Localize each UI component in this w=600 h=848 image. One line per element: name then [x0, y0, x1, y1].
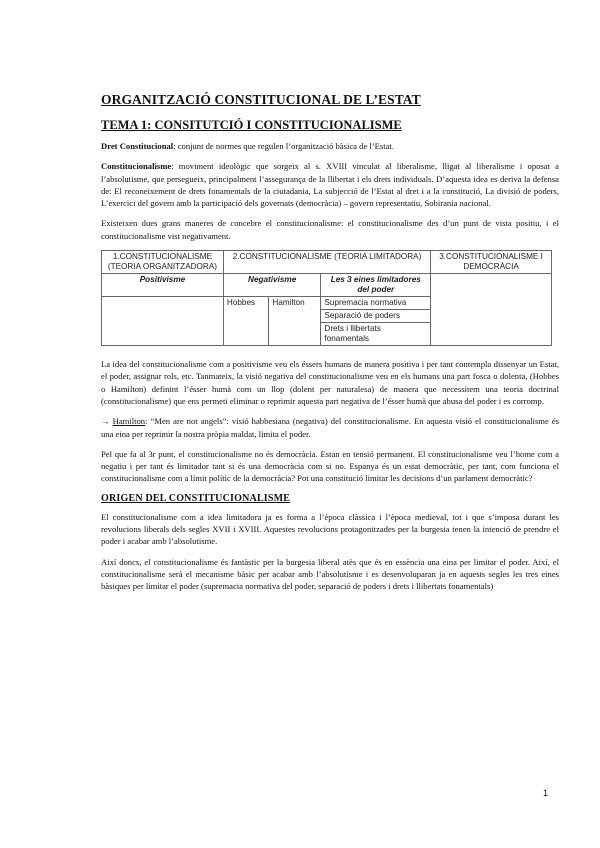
cell-eines: Les 3 eines limitadores del poder — [321, 274, 431, 297]
definition-constitucionalisme: : moviment ideològic que sorgeix al s. XVIII vinculat al liberalisme, lligat al liberalisme i oposat a l’absolutisme, que persegueix, principalment l’assegurança de la llibertat i els drets individuals. D’aquesta idea es deriva la defensa de: El reconeixement de drets fonamentals de la ciutadania, La subjecció de l’Estat al dret i a la constitució, La divisió de poders, L’exercici del govern amb la participació dels governats (democràcia) – govern representatiu, Sobirania nacional. — [101, 161, 559, 209]
table-header-2: 2.CONSTITUCIONALISME (TEORIA LIMITADORA) — [223, 251, 430, 274]
table-header-1: 1.CONSTITUCIONALISME (TEORIA ORGANITZADORA) — [102, 251, 224, 274]
name-hamilton: Hamilton — [112, 416, 146, 427]
constitucionalisme-table — [101, 250, 552, 346]
arrow-icon: → — [101, 416, 110, 427]
page-number: 1 — [543, 788, 549, 798]
paragraph-constitucionalisme — [101, 160, 559, 209]
cell-positivisme: Positivisme — [102, 274, 224, 297]
section-title-origen: ORIGEN DEL CONSTITUCIONALISME — [101, 492, 291, 504]
cell-negativisme: Negativisme — [223, 274, 321, 297]
cell-eina-2: Separació de poders — [321, 310, 431, 323]
tema-title: TEMA 1: CONSITUTCIÓ I CONSTITUCIONALISME — [101, 118, 402, 132]
cell-empty — [102, 297, 224, 346]
cell-hamilton: Hamilton — [269, 297, 321, 346]
paragraph-hamilton — [101, 415, 559, 440]
paragraph-origen: El constitucionalisme com a idea limitadora ja es forma a l’època clàssica i l’època medieval, tot i que s’imposa durant les revolucions liberals dels segles XVII i XVIII. Aquestes revolucions protagonitzades per la burgesia tenen la intenció de prendre el poder i acabar amb l’absolutisme. — [101, 511, 559, 547]
table-header-3: 3.CONSTITUCIONALISME I DEMOCRÀCIA — [431, 251, 552, 274]
document-page — [101, 92, 559, 601]
paragraph-dret-constitucional — [101, 140, 559, 152]
cell-hobbes: Hobbes — [223, 297, 268, 346]
cell-empty — [431, 274, 552, 346]
term-constitucionalisme: Constitucionalisme — [101, 161, 172, 172]
table-row — [102, 274, 552, 297]
term-dret-constitucional: Dret Constitucional — [101, 141, 174, 151]
document-title: ORGANITZACIÓ CONSTITUCIONAL DE L’ESTAT — [101, 92, 421, 107]
paragraph-democracia: Pel que fa al 3r punt, el constitucionalisme no és democràcia. Estan en tensió permanent. El constitucionalisme veu l’home com a negatiu i per tant és limitador tant si és una democràcia com si no. Espanya és un estat democràtic, per tant, com funciona el constitucionalisme com a límit polític de la democràcia? Pot una constitució limitar les decisions d’un parlament democràtic? — [101, 448, 559, 484]
cell-eina-1: Supremacia normativa — [321, 297, 431, 310]
paragraph-positivisme-negativisme: La idea del constitucionalisme com a positivisme veu els éssers humans de manera positiva i per tant contempla dissenyar un Estat, el poder, assignar rols, etc. Tanmateix, la visió negativa del constitucionalisme veu en els humans una part fosca o dolenta, (Hobbes o Hamilton) definint l’ésser humà com un llop (dolent per naturalesa) de manera que necessitem una teoria doctrinal (constitucionalisme) que ens permeti eliminar o reprimir aquesta part negativa de l’ésser humà que abusa del poder i es corromp. — [101, 359, 559, 406]
hamilton-text: : “Men are not angels”: visió habbesiana (negativa) del constitucionalisme. En aquesta visió el constitucionalisme és una eina per reprimir la nostra pròpia maldat, limita el poder. — [101, 416, 559, 439]
cell-eina-3: Drets i llibertats fonamentals — [321, 323, 431, 346]
paragraph-two-ways: Existeixen dues grans maneres de concebre el constitucionalisme: el constitucionalisme des d’un punt de vista positiu, i el constitucionalisme vist negativament. — [101, 218, 559, 241]
table-row — [102, 251, 552, 274]
definition-dret-constitucional: : conjunt de normes que regulen l’organització bàsica de l’Estat. — [173, 141, 394, 151]
paragraph-burgesia: Així doncs, el constitucionalisme és fantàstic per la burgesia liberal atès que és en essència una eina per limitar el poder. Així, el constitucionalisme serà el mecanisme bàsic per acabar amb l’absolutisme i es desenvoluparan ja en aquests segles les tres eines bàsiques per limitar el poder (supremacia normativa del poder, separació de poders i drets i llibertats fonamentals) — [101, 556, 559, 592]
